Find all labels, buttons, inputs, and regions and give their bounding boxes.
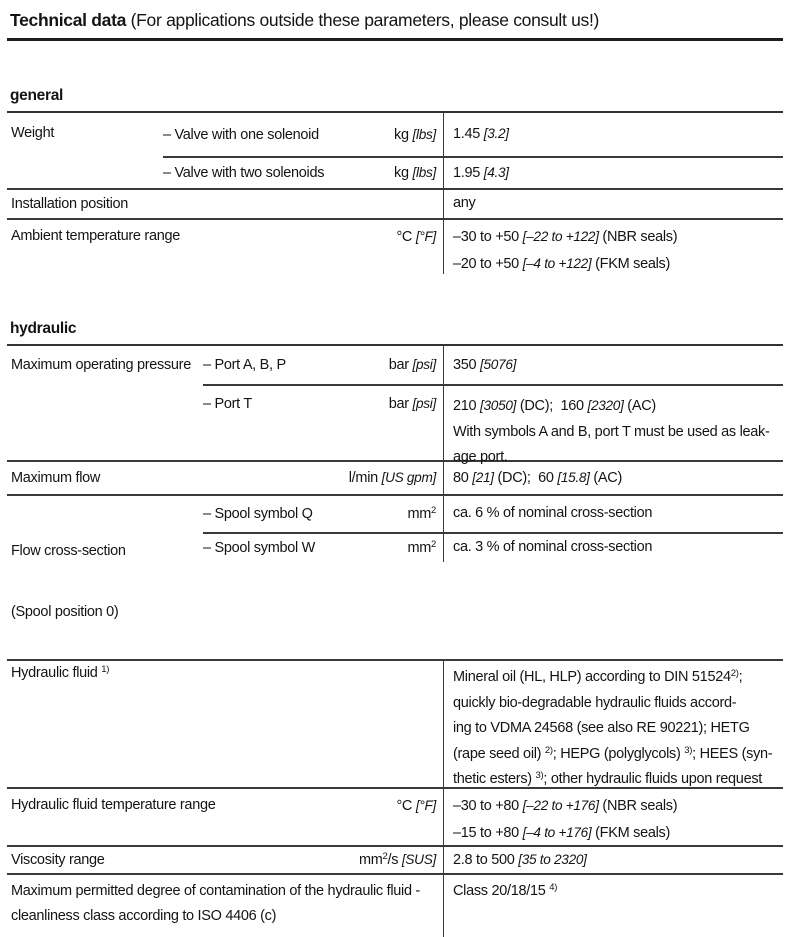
unit-cell: kg [lbs] (394, 126, 436, 143)
row-left (7, 875, 443, 937)
value-cell (443, 534, 783, 562)
value-line: ing to VDMA 24568 (see also RE 90221); HETG (453, 720, 750, 736)
value-cell (443, 661, 783, 787)
unit-cell: $mm^2$ (407, 539, 436, 556)
row-left (7, 661, 443, 787)
table-row-maximum-flow (7, 462, 783, 496)
unit-cell: kg [lbs] (394, 165, 436, 181)
value-line: 2.8 to 500 [35 to 2320] (453, 851, 587, 868)
unit-cell: $mm^2$ (407, 505, 436, 522)
value-cell (443, 190, 783, 218)
label-line: Flow cross-section (11, 543, 126, 559)
value-line: 1.45 [3.2] (453, 126, 509, 143)
table-row-weight (7, 113, 783, 190)
row-label: Installation position (11, 196, 129, 212)
label-line: Hydraulic fluid temperature range (11, 797, 216, 813)
value-line: ca. 3 % of nominal cross-section (453, 539, 653, 556)
row-label-flow-cross-section (7, 496, 203, 659)
unit-cell: °C [°F] (396, 798, 436, 814)
row-label-weight: Weight (11, 125, 55, 141)
value-cell (443, 220, 783, 274)
value-cell (443, 346, 783, 384)
section-general (7, 87, 783, 274)
row-label (7, 879, 443, 929)
subrow-one-solenoid (163, 113, 783, 156)
unit-cell: l/min [US gpm] (348, 470, 436, 486)
page-title-bold: Technical data (10, 10, 127, 30)
value-line: 1.95 [4.3] (453, 164, 509, 181)
label-line: Ambient temperature range (11, 228, 181, 244)
row-label: Viscosity range (11, 852, 105, 868)
label-line: Maximum permitted degree of contamination of the hydraulic fluid - (11, 883, 420, 899)
subrow-port-abp (203, 346, 783, 384)
row-left (7, 847, 443, 873)
value-cell (443, 789, 783, 845)
value-line: –30 to +50 [–22 to +122] (NBR seals) (453, 229, 678, 245)
row-left (7, 190, 443, 218)
value-line: 350 [5076] (453, 356, 517, 373)
value-cell (443, 847, 783, 873)
table-row-contamination-class (7, 875, 783, 937)
hydraulic-table (7, 344, 783, 937)
value-line: any (453, 195, 476, 212)
value-line: ca. 6 % of nominal cross-section (453, 505, 653, 522)
row-left (7, 462, 443, 494)
subrow-item: – Spool symbol W (203, 540, 316, 556)
value-cell (443, 386, 783, 465)
value-line: (rape seed oil) $^{2)}$; HEPG (polyglycols) $^{3)}$; HEES (syn- (453, 744, 773, 762)
unit-cell: bar [psi] (388, 357, 436, 373)
value-line: –20 to +50 [–4 to +122] (FKM seals) (453, 255, 670, 272)
table-row-installation-position (7, 190, 783, 220)
section-heading-general: general (10, 87, 64, 104)
subrow-port-t (203, 384, 783, 465)
value-line: Class 20/18/15 $^{4)}$ (453, 882, 558, 899)
value-line: 210 [3050] (DC); 160 [2320] (AC) (453, 398, 656, 414)
value-line: With symbols A and B, port T must be used as leak- (453, 423, 770, 440)
value-line: –30 to +80 [–22 to +176] (NBR seals) (453, 798, 678, 814)
subrow-item: – Port A, B, P (203, 357, 286, 373)
value-line: age port. (453, 449, 508, 465)
row-label (7, 793, 396, 818)
section-hydraulic (7, 320, 783, 937)
table-row-flow-cross-section (7, 496, 783, 661)
subrow-item: – Port T (203, 396, 252, 412)
table-row-ambient-temperature (7, 220, 783, 274)
row-label: Maximum flow (11, 470, 101, 486)
subrow-spool-w (203, 532, 783, 562)
value-cell (443, 462, 783, 494)
flow-cross-subrows (203, 496, 783, 659)
table-row-viscosity-range (7, 847, 783, 875)
value-cell (443, 158, 783, 188)
label-line: (Spool position 0) (11, 604, 119, 620)
subrow-item: – Valve with one solenoid (163, 126, 319, 143)
unit-cell: °C [°F] (396, 229, 436, 245)
value-cell (443, 875, 783, 937)
subrow-spool-q (203, 496, 783, 532)
value-line: –15 to +80 [–4 to +176] (FKM seals) (453, 824, 670, 841)
subrow-two-solenoids (163, 156, 783, 188)
subrow-item: – Valve with two solenoids (163, 165, 325, 181)
section-heading-hydraulic: hydraulic (10, 320, 77, 337)
general-table (7, 111, 783, 274)
table-row-fluid-temperature (7, 789, 783, 847)
table-row-max-operating-pressure (7, 346, 783, 465)
value-cell (443, 113, 783, 156)
row-label: Hydraulic fluid $^{1)}$ (11, 664, 110, 681)
weight-subrows (163, 113, 783, 188)
unit-cell: bar [psi] (388, 396, 436, 412)
page-title (7, 6, 783, 41)
table-row-hydraulic-fluid (7, 661, 783, 789)
unit-cell: $mm^2/s$ [SUS] (358, 851, 436, 868)
value-line: thetic esters) $^{3)}$; other hydraulic fluids upon request (453, 770, 763, 787)
pressure-subrows (203, 346, 783, 465)
row-label-max-pressure: Maximum operating pressure (11, 357, 191, 373)
value-line: quickly bio-degradable hydraulic fluids accord- (453, 694, 737, 711)
label-line: cleanliness class according to ISO 4406 (c) (11, 908, 277, 924)
row-left (7, 220, 443, 274)
subrow-item: – Spool symbol Q (203, 506, 313, 522)
value-line: Mineral oil (HL, HLP) according to DIN 51524$^{2)}$; (453, 668, 743, 685)
row-left (7, 789, 443, 845)
value-line: 80 [21] (DC); 60 [15.8] (AC) (453, 469, 623, 486)
value-cell (443, 496, 783, 532)
row-label (7, 224, 396, 249)
page-title-note: (For applications outside these parameters, please consult us!) (126, 10, 600, 30)
